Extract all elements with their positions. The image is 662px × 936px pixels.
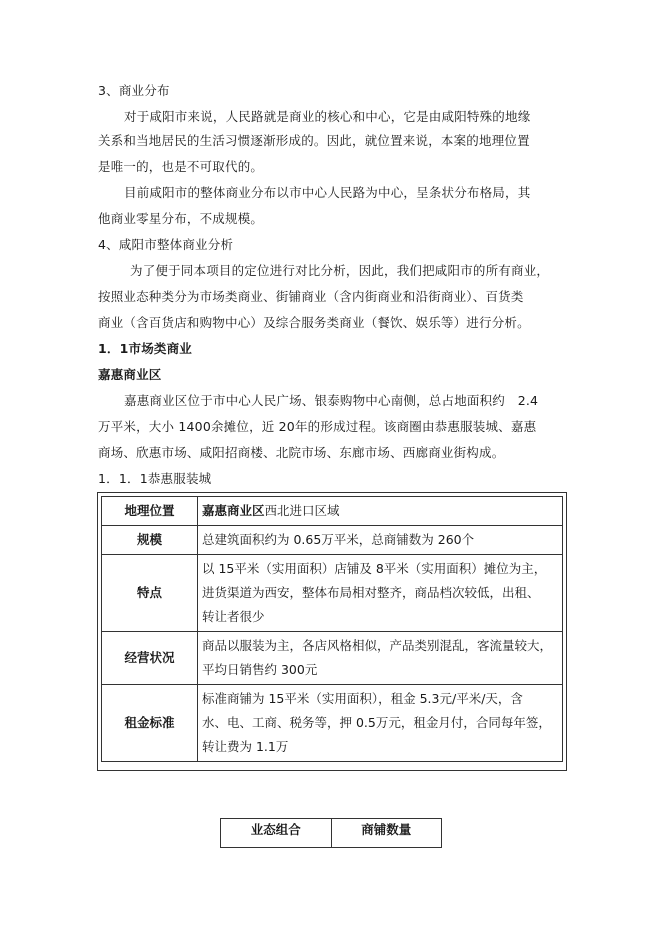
paragraph-line: 万平米，大小 1400余摊位，近 20年的形成过程。该商圈由恭惠服装城、嘉惠 [98,419,537,434]
row-value [198,555,563,632]
value-bold: 嘉惠商业区 [202,503,265,518]
row-value [198,497,563,526]
paragraph-line: 为了便于同本项目的定位进行对比分析，因此，我们把咸阳市的所有商业， [130,263,550,278]
paragraph-line: 商业（含百货店和购物中心）及综合服务类商业（餐饮、娱乐等）进行分析。 [98,315,530,330]
row-value [198,632,563,685]
table-row [102,632,563,685]
paragraph-line: 嘉惠商业区位于市中心人民广场、银泰购物中心南侧，总占地面积约 2.4 [124,393,539,408]
paragraph-line: 目前咸阳市的整体商业分布以市中心人民路为中心，呈条状分布格局，其 [124,185,531,200]
table-row [102,497,563,526]
info-table-frame [97,492,567,771]
paragraph-line: 商场、欣惠市场、咸阳招商楼、北院市场、东廊市场、西廊商业街构成。 [98,445,505,460]
heading-jiahui-area: 嘉惠商业区 [98,367,162,382]
heading-market-commerce: 1．1市场类商业 [98,341,192,356]
row-label: 规模 [102,526,198,555]
value-text: 西北进口区域 [264,503,340,518]
value-line: 标准商铺为 15平米（实用面积），租金 5.3元/平米/天，含 [202,691,523,706]
value-line: 商品以服装为主，各店风格相似，产品类别混乱，客流量较大， [202,638,553,653]
heading-overall-analysis: 4、咸阳市整体商业分析 [98,237,234,252]
row-value [198,685,563,762]
row-value: 总建筑面积约为 0.65万平米，总商铺数为 260个 [198,526,563,555]
header-cell: 业态组合 [221,819,332,848]
row-label: 地理位置 [102,497,198,526]
paragraph-line: 按照业态种类分为市场类商业、街铺商业（含内街商业和沿街商业）、百货类 [98,289,524,304]
paragraph-line: 他商业零星分布，不成规模。 [98,211,264,226]
table-header-row [221,819,442,848]
value-line: 进货渠道为西安，整体布局相对整齐，商品档次较低，出租、 [202,585,540,600]
info-table [101,496,563,762]
value-line: 以 15平米（实用面积）店铺及 8平米（实用面积）摊位为主， [202,561,547,576]
paragraph-line: 对于咸阳市来说，人民路就是商业的核心和中心，它是由咸阳特殊的地缘 [124,109,531,124]
table-row [102,526,563,555]
value-line: 水、电、工商、税务等，押 0.5万元，租金月付，合同每年签， [202,715,551,730]
heading-gonghui-clothing-city: 1．1．1恭惠服装城 [98,471,212,486]
table-row [102,555,563,632]
row-label: 经营状况 [102,632,198,685]
row-label: 特点 [102,555,198,632]
value-line: 转让费为 1.1万 [202,739,289,754]
value-line: 转让者很少 [202,609,265,624]
business-mix-table [220,818,442,848]
row-label: 租金标准 [102,685,198,762]
value-line: 平均日销售约 300元 [202,662,318,677]
paragraph-line: 关系和当地居民的生活习惯逐渐形成的。因此，就位置来说，本案的地理位置 [98,133,530,148]
heading-commercial-distribution: 3、商业分布 [98,83,170,98]
header-cell: 商铺数量 [331,819,442,848]
paragraph-line: 是唯一的，也是不可取代的。 [98,159,264,174]
table-row [102,685,563,762]
